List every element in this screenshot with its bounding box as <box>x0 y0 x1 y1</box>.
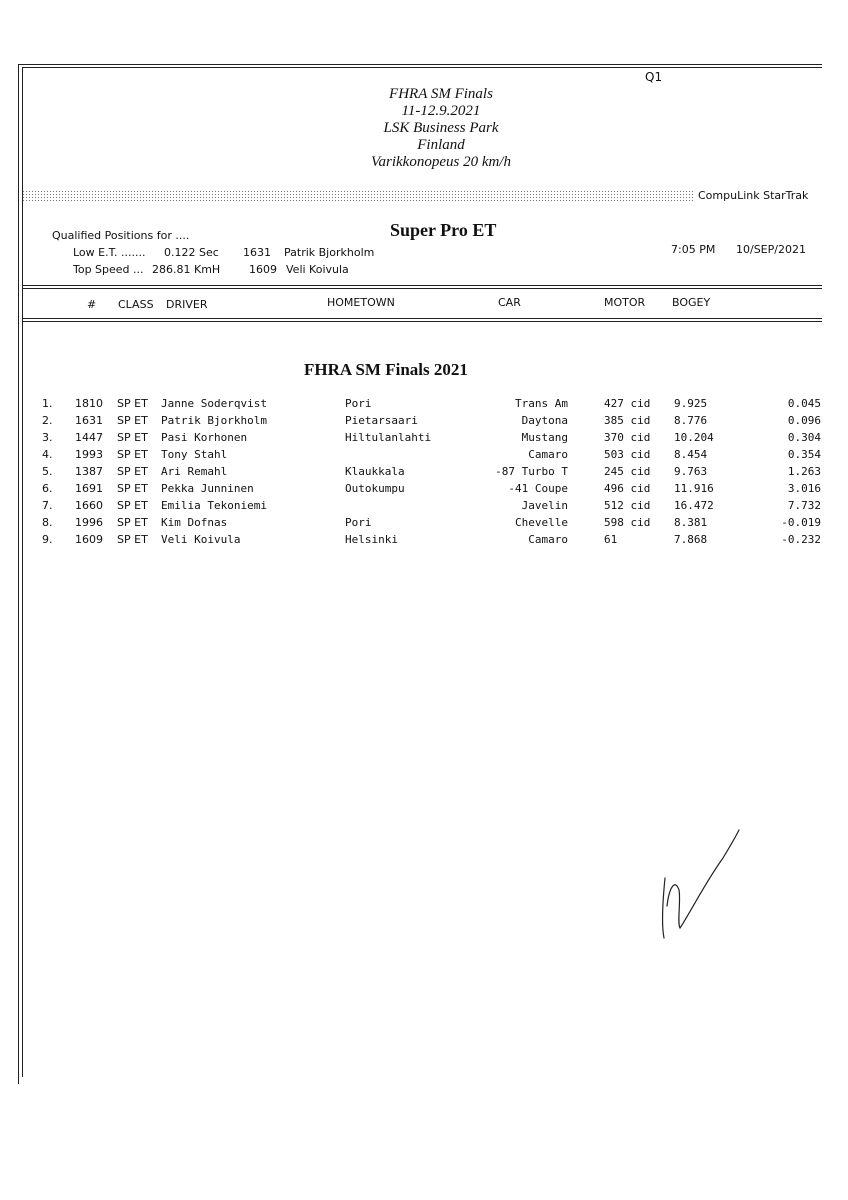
col-header-num: # <box>87 298 97 311</box>
class-title: Super Pro ET <box>390 220 497 240</box>
table-row <box>0 499 848 516</box>
col-header-class: CLASS <box>118 298 154 311</box>
result-bogey-diff: 0.304 <box>787 431 821 444</box>
left-border <box>18 64 19 1084</box>
result-car-number: 1447 <box>75 431 103 444</box>
result-hometown: Pori <box>345 516 372 529</box>
table-row <box>0 482 848 499</box>
table-row <box>0 414 848 431</box>
header-rule-top-2 <box>22 288 822 289</box>
result-class: SP ET <box>117 499 148 512</box>
low-et-label: Low E.T. ....... <box>73 246 146 259</box>
result-class: SP ET <box>117 465 148 478</box>
result-car-number: 1660 <box>75 499 103 512</box>
result-et: 16.472 <box>674 499 714 512</box>
result-et: 8.776 <box>674 414 708 427</box>
header-rule-top <box>22 285 822 286</box>
result-motor: 245 cid <box>604 465 651 478</box>
result-class: SP ET <box>117 431 148 444</box>
result-position: 6. <box>42 482 53 495</box>
result-car: Camaro <box>528 448 568 461</box>
result-bogey-diff: 1.263 <box>787 465 821 478</box>
result-motor: 370 cid <box>604 431 651 444</box>
col-header-driver: DRIVER <box>166 298 208 311</box>
system-name: CompuLink StarTrak <box>698 189 809 202</box>
header-rule-bottom-2 <box>22 321 822 322</box>
result-bogey-diff: -0.019 <box>781 516 821 529</box>
result-car: Javelin <box>521 499 568 512</box>
result-hometown: Pietarsaari <box>345 414 418 427</box>
event-dates: 11-12.9.2021 <box>401 103 481 119</box>
result-car-number: 1810 <box>75 397 103 410</box>
section-title: FHRA SM Finals 2021 <box>304 360 468 379</box>
result-et: 11.916 <box>674 482 714 495</box>
result-hometown: Hiltulanlahti <box>345 431 432 444</box>
result-car: -87 Turbo T <box>495 465 568 478</box>
col-header-hometown: HOMETOWN <box>327 296 395 309</box>
result-car: Chevelle <box>515 516 568 529</box>
result-et: 8.454 <box>674 448 708 461</box>
table-row <box>0 516 848 533</box>
table-row <box>0 533 848 550</box>
event-venue: LSK Business Park <box>383 120 499 136</box>
table-row <box>0 431 848 448</box>
result-bogey-diff: 0.096 <box>787 414 821 427</box>
result-driver: Patrik Bjorkholm <box>161 414 267 427</box>
result-position: 4. <box>42 448 53 461</box>
result-motor: 61 <box>604 533 618 546</box>
page-code: Q1 <box>645 70 663 84</box>
col-header-motor: MOTOR <box>604 296 646 309</box>
result-motor: 503 cid <box>604 448 651 461</box>
top-speed-driver: Veli Koivula <box>286 263 349 276</box>
result-driver: Pekka Junninen <box>161 482 254 495</box>
result-position: 3. <box>42 431 53 444</box>
header-rule-bottom <box>22 318 822 319</box>
low-et-value: 0.122 Sec <box>164 246 219 259</box>
top-border <box>18 64 822 65</box>
signature <box>655 828 745 943</box>
top-speed-label: Top Speed ... <box>73 263 144 276</box>
report-time: 7:05 PM <box>671 243 716 256</box>
col-header-car: CAR <box>498 296 521 309</box>
result-car-number: 1996 <box>75 516 103 529</box>
result-bogey-diff: -0.232 <box>781 533 821 546</box>
result-et: 9.925 <box>674 397 708 410</box>
result-car-number: 1387 <box>75 465 103 478</box>
result-driver: Veli Koivula <box>161 533 241 546</box>
result-class: SP ET <box>117 482 148 495</box>
event-name: FHRA SM Finals <box>389 86 493 102</box>
result-hometown: Outokumpu <box>345 482 405 495</box>
table-row <box>0 465 848 482</box>
low-et-car-number: 1631 <box>243 246 271 259</box>
result-motor: 512 cid <box>604 499 651 512</box>
col-header-bogey: BOGEY <box>672 296 711 309</box>
low-et-driver: Patrik Bjorkholm <box>284 246 375 259</box>
pit-speed: Varikkonopeus 20 km/h <box>371 154 511 170</box>
result-car: -41 Coupe <box>508 482 568 495</box>
result-class: SP ET <box>117 448 148 461</box>
result-car-number: 1993 <box>75 448 103 461</box>
result-bogey-diff: 3.016 <box>787 482 821 495</box>
table-row <box>0 448 848 465</box>
result-bogey-diff: 7.732 <box>787 499 821 512</box>
result-motor: 385 cid <box>604 414 651 427</box>
result-car: Camaro <box>528 533 568 546</box>
result-et: 9.763 <box>674 465 708 478</box>
result-motor: 598 cid <box>604 516 651 529</box>
result-bogey-diff: 0.045 <box>787 397 821 410</box>
result-position: 5. <box>42 465 53 478</box>
result-hometown: Klaukkala <box>345 465 405 478</box>
result-hometown: Helsinki <box>345 533 398 546</box>
result-et: 10.204 <box>674 431 714 444</box>
dotted-rule <box>22 190 694 202</box>
result-class: SP ET <box>117 533 148 546</box>
result-car-number: 1609 <box>75 533 103 546</box>
result-position: 8. <box>42 516 53 529</box>
result-class: SP ET <box>117 516 148 529</box>
result-class: SP ET <box>117 397 148 410</box>
result-car-number: 1691 <box>75 482 103 495</box>
result-car: Trans Am <box>515 397 568 410</box>
result-driver: Kim Dofnas <box>161 516 228 529</box>
result-driver: Janne Soderqvist <box>161 397 267 410</box>
top-speed-car-number: 1609 <box>249 263 277 276</box>
event-country: Finland <box>417 137 465 153</box>
result-car-number: 1631 <box>75 414 103 427</box>
result-driver: Pasi Korhonen <box>161 431 248 444</box>
result-class: SP ET <box>117 414 148 427</box>
left-border-inner <box>22 67 23 1077</box>
result-car: Mustang <box>521 431 568 444</box>
table-row <box>0 397 848 414</box>
result-motor: 496 cid <box>604 482 651 495</box>
report-date: 10/SEP/2021 <box>736 243 806 256</box>
result-motor: 427 cid <box>604 397 651 410</box>
result-et: 8.381 <box>674 516 708 529</box>
top-border-inner <box>22 67 822 68</box>
result-driver: Tony Stahl <box>161 448 228 461</box>
result-position: 7. <box>42 499 53 512</box>
result-hometown: Pori <box>345 397 372 410</box>
result-driver: Ari Remahl <box>161 465 228 478</box>
top-speed-value: 286.81 KmH <box>152 263 221 276</box>
result-car: Daytona <box>521 414 568 427</box>
result-et: 7.868 <box>674 533 708 546</box>
result-position: 2. <box>42 414 53 427</box>
result-driver: Emilia Tekoniemi <box>161 499 267 512</box>
result-position: 1. <box>42 397 53 410</box>
result-bogey-diff: 0.354 <box>787 448 821 461</box>
result-position: 9. <box>42 533 53 546</box>
qualified-label: Qualified Positions for .... <box>52 229 190 242</box>
